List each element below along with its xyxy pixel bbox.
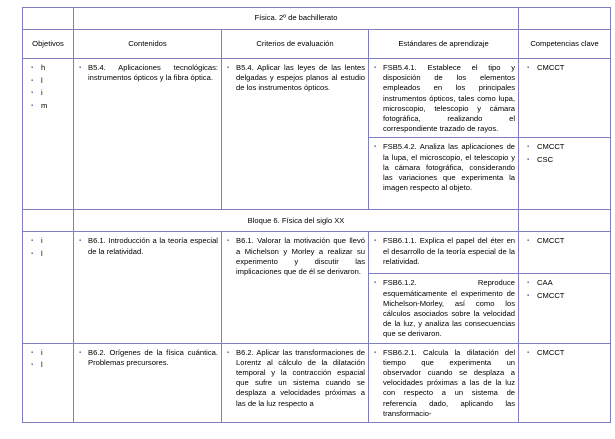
objetivo-item: ▪ l xyxy=(31,249,73,262)
estandar-cell xyxy=(369,59,519,138)
competencias-cell xyxy=(519,232,611,274)
competencia-item: ▪ CSC xyxy=(527,155,610,168)
criterio-cell xyxy=(222,59,369,210)
estandar-text: ▪ FSB6.1.2. Reproduce esquemáticamente el experimento de Michelson-Morley, así como los cálculos asociados sobre la velocidad de la luz, y analiza las consecuencias que se derivaron. xyxy=(369,274,518,342)
contenido-text: ▪ B5.4. Aplicaciones tecnológicas: instrumentos ópticos y la fibra óptica. xyxy=(74,59,221,86)
objetivo-item: ▪ l xyxy=(31,360,73,373)
header-contenidos: Contenidos xyxy=(74,30,222,59)
block-spacer-cell xyxy=(23,210,74,232)
objetivo-item: ▪ l xyxy=(31,76,73,89)
competencia-item: ▪ CMCCT xyxy=(527,63,610,76)
estandar-cell xyxy=(369,274,519,343)
criterio-text: ▪ B6.2. Aplicar las transformaciones de Lorentz al cálculo de la dilatación temporal y la contracción espacial que sufre un sistema cuando se desplaza a velocidades próximas a las de la luz respecto a xyxy=(222,344,368,412)
estandar-text: ▪ FSB6.1.1. Explica el papel del éter en el desarrollo de la teoría especial de la relatividad. xyxy=(369,232,518,270)
competencias-cell xyxy=(519,274,611,343)
header-estandares: Estándares de aprendizaje xyxy=(369,30,519,59)
criterio-cell xyxy=(222,343,369,422)
competencias-cell xyxy=(519,138,611,210)
header-competencias: Competencias clave xyxy=(519,30,611,59)
objetivos-cell xyxy=(23,59,74,210)
objetivos-cell xyxy=(23,232,74,343)
competencias-cell xyxy=(519,59,611,138)
competencias-cell xyxy=(519,343,611,422)
contenido-text: ▪ B6.1. Introducción a la teoría especial de la relatividad. xyxy=(74,232,221,259)
criterio-cell xyxy=(222,232,369,343)
title-spacer-cell xyxy=(23,8,74,30)
criterio-text: ▪ B5.4. Aplicar las leyes de las lentes delgadas y espejos planos al estudio de los instrumentos ópticos. xyxy=(222,59,368,97)
competencia-item: ▪ CMCCT xyxy=(527,291,610,304)
curriculum-table xyxy=(22,7,611,423)
contenido-cell xyxy=(74,232,222,343)
competencia-item: ▪ CMCCT xyxy=(527,236,610,249)
competencia-item: ▪ CMCCT xyxy=(527,142,610,155)
estandar-text: ▪ FSB5.4.2. Analiza las aplicaciones de la lupa, el microscopio, el telescopio y la cámara fotográfica, considerando las variaciones que experimenta la imagen respecto al objeto. xyxy=(369,138,518,196)
objetivo-item: ▪ i xyxy=(31,236,73,249)
contenido-text: ▪ B6.2. Orígenes de la física cuántica. Problemas precursores. xyxy=(74,344,221,371)
competencia-item: ▪ CAA xyxy=(527,278,610,291)
header-criterios: Criterios de evaluación xyxy=(222,30,369,59)
estandar-cell xyxy=(369,232,519,274)
estandar-text: ▪ FSB5.4.1. Establece el tipo y disposición de los elementos empleados en los principales instrumentos ópticos, tales como lupa, microscopio, telescopio y cámara fotográfica, realizando el correspondiente trazado de rayos. xyxy=(369,59,518,137)
objetivo-item: ▪ i xyxy=(31,88,73,101)
block-spacer-cell-right xyxy=(519,210,611,232)
estandar-cell xyxy=(369,343,519,422)
title-spacer-cell-right xyxy=(519,8,611,30)
objetivo-item: ▪ h xyxy=(31,63,73,76)
estandar-text: ▪ FSB6.2.1. Calcula la dilatación del tiempo que experimenta un observador cuando se desplaza a velocidades próximas a las de la luz con respecto a un sistema de referencia dado, aplicando las transformacio- xyxy=(369,344,518,422)
objetivos-cell xyxy=(23,343,74,422)
table-title: Física. 2º de bachillerato xyxy=(74,8,519,30)
competencia-item: ▪ CMCCT xyxy=(527,348,610,361)
header-objetivos: Objetivos xyxy=(23,30,74,59)
contenido-cell xyxy=(74,59,222,210)
criterio-text: ▪ B6.1. Valorar la motivación que llevó a Michelson y Morley a realizar su experimento y discutir las implicaciones que de él se derivaron. xyxy=(222,232,368,280)
estandar-cell xyxy=(369,138,519,210)
contenido-cell xyxy=(74,343,222,422)
block-title: Bloque 6. Física del siglo XX xyxy=(74,210,519,232)
objetivo-item: ▪ m xyxy=(31,101,73,114)
objetivo-item: ▪ i xyxy=(31,348,73,361)
